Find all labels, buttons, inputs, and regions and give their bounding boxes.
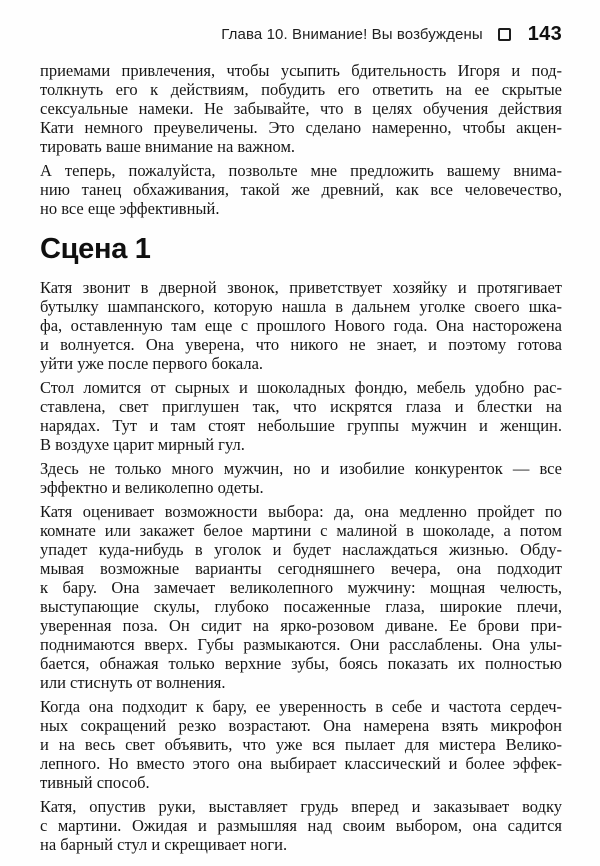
text-line: бутылку шампанского, которую нашла в дальнем уголке своего шка- <box>40 297 562 316</box>
text-line: уйти уже после первого бокала. <box>40 354 264 373</box>
text-line: нарядах. Тут и там стоят небольшие группы мужчин и женщин. <box>40 416 562 435</box>
paragraph <box>40 797 562 854</box>
running-title: Глава 10. Внимание! Вы возбуждены <box>221 25 483 43</box>
text-line: поднимаются вверх. Губы размыкаются. Они расслаблены. Она улы- <box>40 635 562 654</box>
text-line: эффектно и великолепно одеты. <box>40 478 264 497</box>
text-line: фа, оставленную там еще с прошлого Нового года. Она насторожена <box>40 316 562 335</box>
page-header <box>40 24 562 44</box>
page-number: 143 <box>527 22 562 45</box>
page-body <box>40 61 562 854</box>
text-line: лепного. Но вместо этого она выбирает классический и более эффек- <box>40 754 562 773</box>
section-heading: Сцена 1 <box>40 233 151 265</box>
text-line: Когда она подходит к бару, ее уверенность в себе и частота сердеч- <box>40 697 562 716</box>
paragraph <box>40 278 562 373</box>
open-square-icon <box>498 28 511 41</box>
text-line: ставлена, свет приглушен так, что искрятся глаза и блестки на <box>40 397 562 416</box>
text-line: Стол ломится от сырных и шоколадных фондю, мебель удобно рас- <box>40 378 562 397</box>
text-line: Здесь не только много мужчин, но и изобилие конкуренток — все <box>40 459 562 478</box>
text-line: Катя оценивает возможности выбора: да, она медленно пройдет по <box>40 502 562 521</box>
text-line: тивный способ. <box>40 773 150 792</box>
paragraph <box>40 378 562 454</box>
text-line: тировать ваше внимание на важном. <box>40 137 296 156</box>
text-line: комнате или закажет белое мартини с малиной в шоколаде, а потом <box>40 521 562 540</box>
text-line: бается, обнажая только верхние зубы, боясь показать их полностью <box>40 654 562 673</box>
paragraph <box>40 502 562 692</box>
paragraph <box>40 161 562 218</box>
text-line: или стиснуть от волнения. <box>40 673 226 692</box>
text-line: В воздухе царит мирный гул. <box>40 435 245 454</box>
text-line: мывая возможные варианты сегодняшнего вечера, она подходит <box>40 559 562 578</box>
text-line: на барный стул и скрещивает ноги. <box>40 835 288 854</box>
text-line: уверенная поза. Он сидит на ярко-розовом диване. Ее брови при- <box>40 616 562 635</box>
text-line: Катя, опустив руки, выставляет грудь вперед и заказывает водку <box>40 797 562 816</box>
text-line: сексуальные намеки. Не забывайте, что в целях обучения действия <box>40 99 562 118</box>
text-line: с мартини. Ожидая и размышляя над своим выбором, она садится <box>40 816 562 835</box>
text-line: А теперь, пожалуйста, позвольте мне предложить вашему внима- <box>40 161 562 180</box>
text-line: толкнуть его к действиям, побудить его ответить на ее скрытые <box>40 80 562 99</box>
text-line: выступающие скулы, глубоко посаженные глаза, широкие плечи, <box>40 597 562 616</box>
paragraph <box>40 459 562 497</box>
text-line: Катя звонит в дверной звонок, приветствует хозяйку и протягивает <box>40 278 562 297</box>
text-line: нию танец обхаживания, такой же древний, как все человечество, <box>40 180 562 199</box>
text-line: Кати немного преувеличены. Это сделано намеренно, чтобы акцен- <box>40 118 562 137</box>
text-line: и волнуется. Она уверена, что никого не знает, и поэтому готова <box>40 335 562 354</box>
text-line: упадет куда-нибудь в уголок и будет наслаждаться жизнью. Обду- <box>40 540 562 559</box>
paragraph <box>40 61 562 156</box>
text-line: но все еще эффективный. <box>40 199 220 218</box>
text-line: к бару. Она замечает великолепного мужчину: мощная челюсть, <box>40 578 562 597</box>
text-line: и на весь свет объявить, что уже вся пылает для мистера Велико- <box>40 735 562 754</box>
text-line: ных сокращений резко возрастают. Она намерена взять микрофон <box>40 716 562 735</box>
text-line: приемами привлечения, чтобы усыпить бдительность Игоря и под- <box>40 61 562 80</box>
paragraph <box>40 697 562 792</box>
